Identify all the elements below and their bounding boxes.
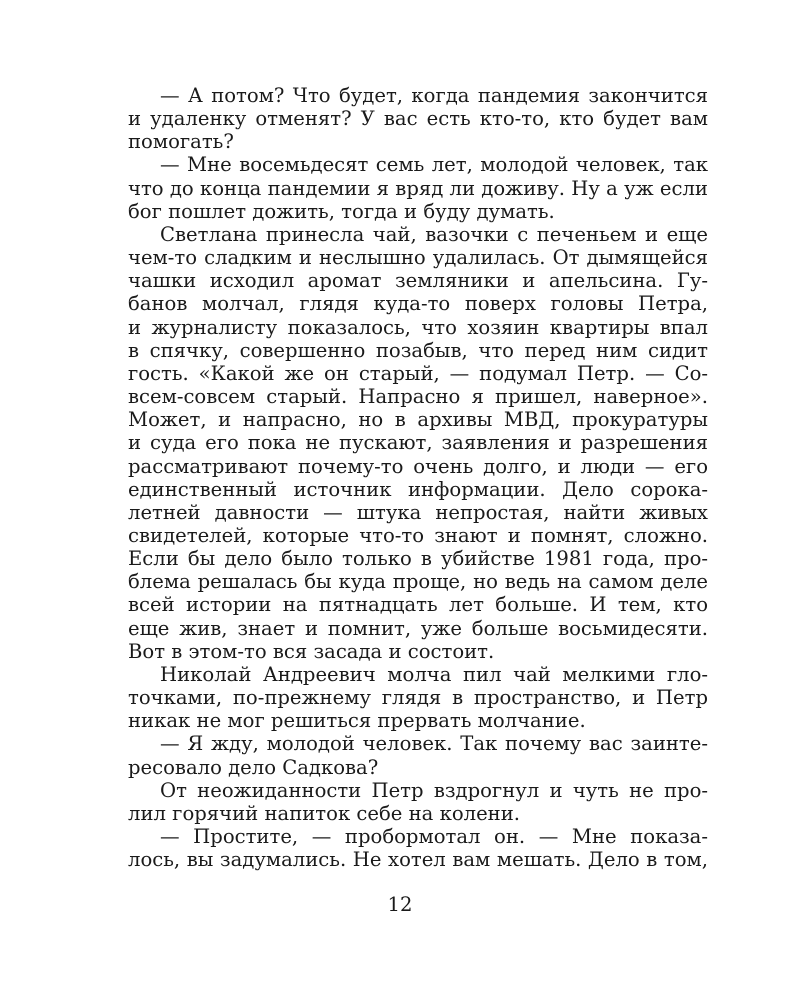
text-line: Если бы дело было только в убийстве 1981 года, про-: [128, 547, 708, 571]
text-line: Николай Андреевич молча пил чай мелкими гло-: [160, 662, 708, 686]
text-line: всей истории на пятнадцать лет больше. И тем, кто: [128, 593, 708, 617]
text-line: лось, вы задумались. Не хотел вам мешать. Дело в том,: [128, 848, 708, 872]
text-line: никак не мог решиться прервать молчание.: [128, 709, 586, 733]
text-line: Вот в этом-то вся засада и состоит.: [128, 639, 495, 663]
book-page-text: [128, 84, 708, 871]
text-line: единственный источник информации. Дело сорока-: [128, 477, 708, 501]
text-line: рассматривают почему-то очень долго, и люди — его: [128, 454, 708, 478]
page-number: 12: [387, 893, 413, 916]
text-line: — Я жду, молодой человек. Так почему вас заинте-: [160, 732, 708, 756]
text-line: еще жив, знает и помнит, уже больше восьмидесяти.: [128, 616, 708, 640]
text-line: блема решалась бы куда проще, но ведь на самом деле: [128, 570, 708, 594]
text-line: и удаленку отменят? У вас есть кто-то, кто будет вам: [128, 107, 708, 131]
text-line: — Мне восемьдесят семь лет, молодой человек, так: [160, 153, 708, 177]
text-line: свидетелей, которые что-то знают и помнят, сложно.: [128, 523, 708, 547]
text-line: От неожиданности Петр вздрогнул и чуть не про-: [160, 778, 708, 802]
text-line: всем-совсем старый. Напрасно я пришел, наверное».: [128, 385, 708, 409]
text-line: чашки исходил аромат земляники и апельсина. Гу-: [128, 269, 708, 293]
text-line: что до конца пандемии я вряд ли доживу. Ну а уж если: [128, 176, 708, 200]
text-line: точками, по-прежнему глядя в пространство, и Петр: [128, 686, 708, 710]
text-line: ресовало дело Садкова?: [128, 755, 379, 779]
text-line: и журналисту показалось, что хозяин квартиры впал: [128, 315, 708, 339]
text-line: летней давности — штука непростая, найти живых: [128, 500, 708, 524]
text-line: в спячку, совершенно позабыв, что перед ним сидит: [128, 338, 708, 362]
text-line: чем-то сладким и неслышно удалилась. От дымящейся: [128, 246, 708, 270]
text-line: — Простите, — пробормотал он. — Мне показа-: [160, 825, 708, 848]
text-line: лил горячий напиток себе на колени.: [128, 801, 521, 825]
text-line: помогать?: [128, 130, 234, 154]
text-line: — А потом? Что будет, когда пандемия закончится: [160, 84, 708, 107]
text-line: Светлана принесла чай, вазочки с печеньем и еще: [160, 222, 708, 246]
text-line: Может, и напрасно, но в архивы МВД, прокуратуры: [128, 408, 708, 432]
text-line: банов молчал, глядя куда-то поверх головы Петра,: [128, 292, 708, 316]
text-line: и суда его пока не пускают, заявления и разрешения: [128, 431, 708, 455]
text-line: гость. «Какой же он старый, — подумал Петр. — Со-: [128, 361, 708, 385]
text-line: бог пошлет дожить, тогда и буду думать.: [128, 199, 555, 223]
